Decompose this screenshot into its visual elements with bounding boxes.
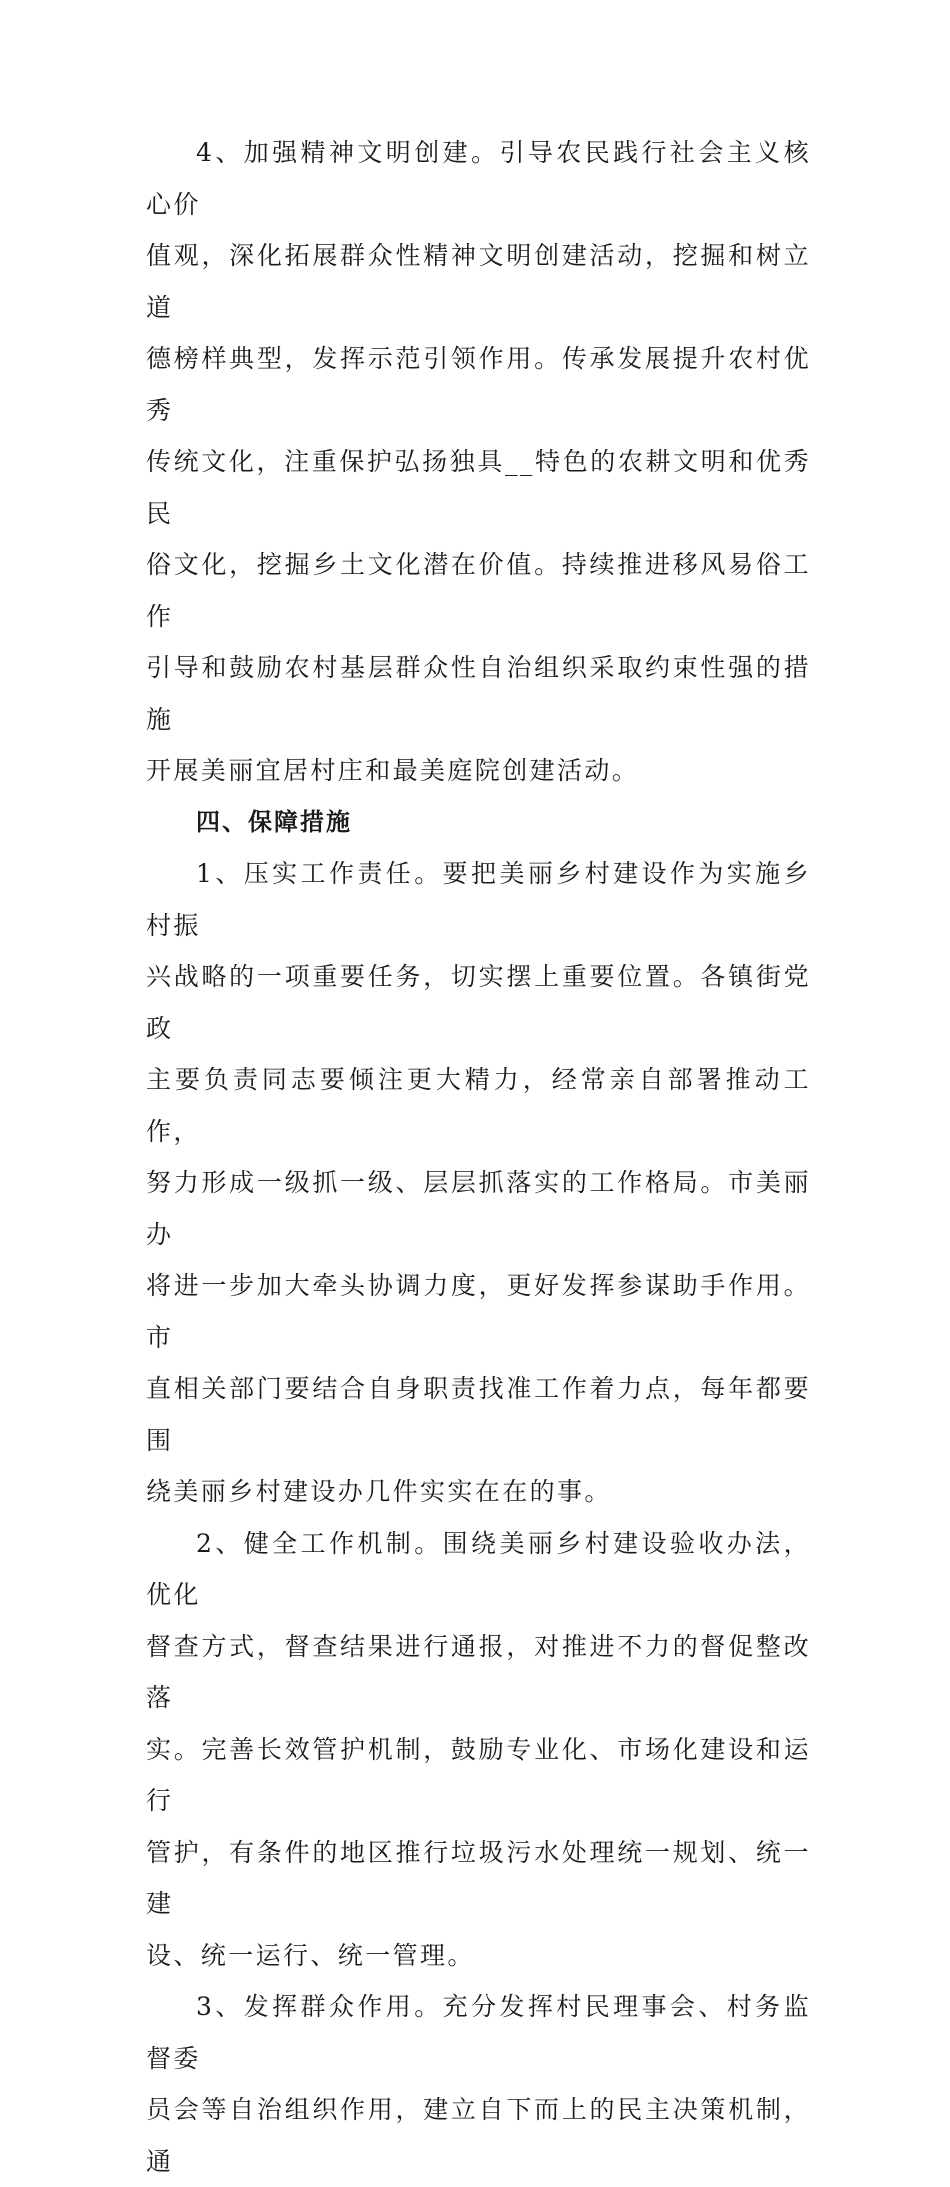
text-line: 实。完善长效管护机制，鼓励专业化、市场化建设和运行 [146,1734,811,1815]
text-line: 2、健全工作机制。围绕美丽乡村建设验收办法，优化 [146,1528,811,1609]
text-line: 设、统一运行、统一管理。 [146,1940,475,1970]
text-line: 值观，深化拓展群众性精神文明创建活动，挖掘和树立道 [146,241,811,322]
text-line: 管护，有条件的地区推行垃圾污水处理统一规划、统一建 [146,1837,811,1918]
text-line: 引导和鼓励农村基层群众性自治组织采取约束性强的措施 [146,653,811,734]
text-line: 兴战略的一项重要任务，切实摆上重要位置。各镇街党政 [146,962,811,1043]
text-line: 4、加强精神文明创建。引导农民践行社会主义核心价 [146,138,811,219]
paragraph-spiritual-civilization [146,127,811,797]
text-line: 德榜样典型，发挥示范引领作用。传承发展提升农村优秀 [146,344,811,425]
text-line: 俗文化，挖掘乡土文化潜在价值。持续推进移风易俗工作 [146,550,811,631]
text-line: 员会等自治组织作用，建立自下而上的民主决策机制，通 [146,2095,811,2176]
text-line: 主要负责同志要倾注更大精力，经常亲自部署推动工作， [146,1065,811,1146]
section-heading: 四、保障措施 [196,807,352,836]
text-line: 3、发挥群众作用。充分发挥村民理事会、村务监督委 [146,1992,811,2073]
paragraph-work-mechanism [146,1518,811,1982]
text-line: 将进一步加大牵头协调力度，更好发挥参谋助手作用。市 [146,1271,811,1352]
paragraph-work-responsibility [146,848,811,1518]
text-line: 1、压实工作责任。要把美丽乡村建设作为实施乡村振 [146,859,811,940]
text-line: 督查方式，督查结果进行通报，对推进不力的督促整改落 [146,1631,811,1712]
text-line: 传统文化，注重保护弘扬独具__特色的农耕文明和优秀民 [146,447,811,528]
document-page [146,127,811,2187]
text-line: 绕美丽乡村建设办几件实实在在的事。 [146,1477,612,1506]
text-line: 努力形成一级抓一级、层层抓落实的工作格局。市美丽办 [146,1168,811,1249]
text-line: 直相关部门要结合自身职责找准工作着力点，每年都要围 [146,1374,811,1455]
text-line: 开展美丽宜居村庄和最美庭院创建活动。 [146,756,640,785]
paragraph-mass-role [146,1981,811,2187]
